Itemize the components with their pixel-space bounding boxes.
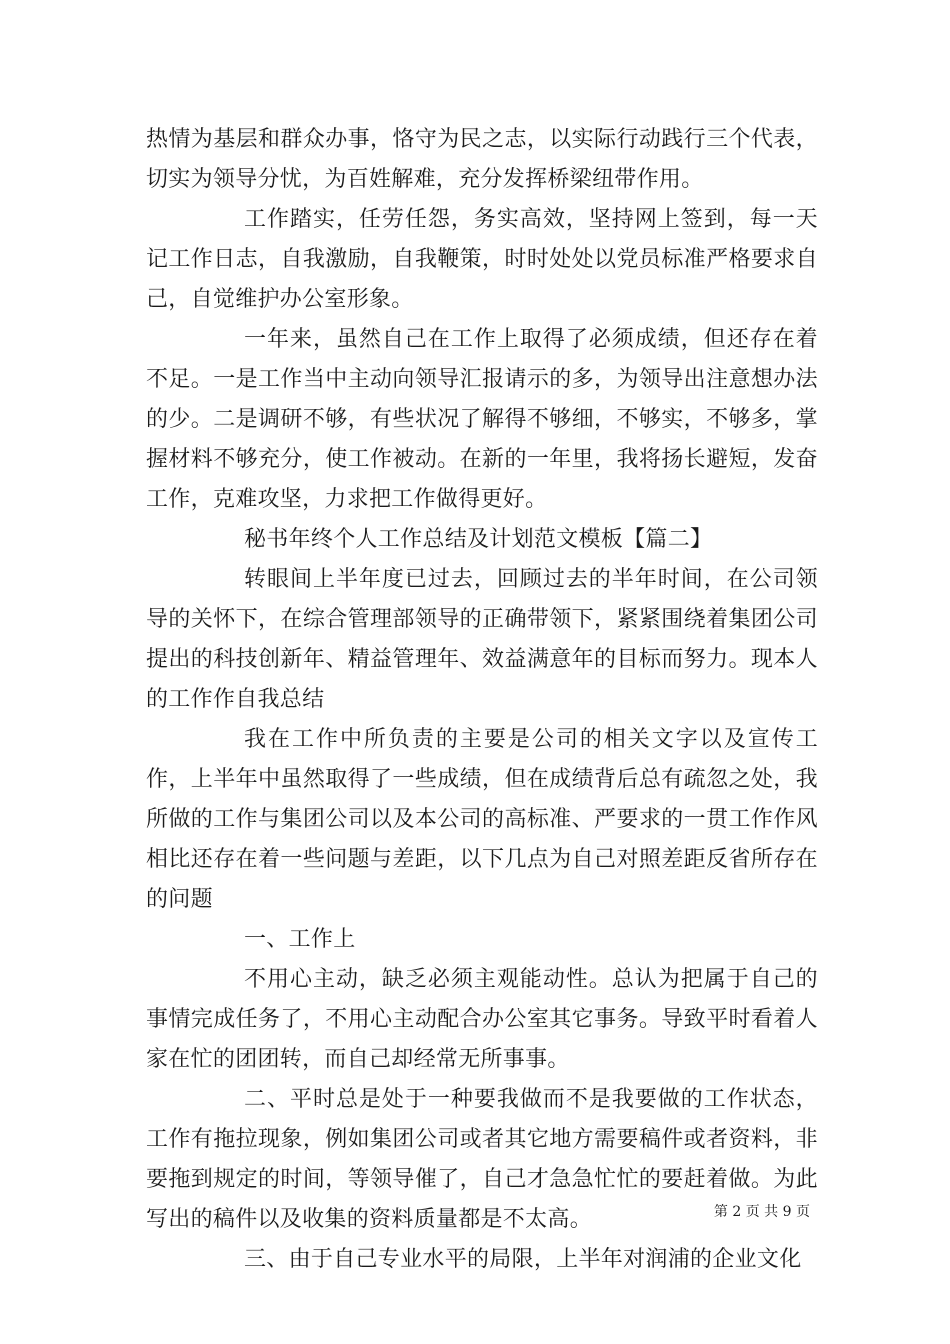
- paragraph-10: 三、由于自己专业水平的局限，上半年对润浦的企业文化: [244, 1247, 802, 1272]
- paragraph-2: 工作踏实，任劳任怨，务实高效，坚持网上签到，每一天记工作日志，自我激励，自我鞭策，时时处处以党员标准严格要求自己，自觉维护办公室形象。: [146, 207, 818, 312]
- paragraph-5: 转眼间上半年度已过去，回顾过去的半年时间，在公司领导的关怀下，在综合管理部领导的正确带领下，紧紧围绕着集团公司提出的科技创新年、精益管理年、效益满意年的目标而努力。现本人的工作作自我总结: [146, 567, 818, 712]
- paragraph-9: 二、平时总是处于一种要我做而不是我要做的工作状态，工作有拖拉现象，例如集团公司或者其它地方需要稿件或者资料，非要拖到规定的时间，等领导催了，自己才急急忙忙的要赶着做。为此写出的稿件以及收集的资料质量都是不太高。: [146, 1087, 818, 1232]
- page-number: 第 2 页 共 9 页: [713, 1204, 810, 1220]
- paragraph-8: 不用心主动，缺乏必须主观能动性。总认为把属于自己的事情完成任务了，不用心主动配合办公室其它事务。导致平时看着人家在忙的团团转，而自己却经常无所事事。: [146, 967, 818, 1072]
- paragraph-1: 热情为基层和群众办事，恪守为民之志，以实际行动践行三个代表，切实为领导分忧，为百姓解难，充分发挥桥梁纽带作用。: [146, 127, 818, 192]
- paragraph-6: 我在工作中所负责的主要是公司的相关文字以及宣传工作，上半年中虽然取得了一些成绩，但在成绩背后总有疏忽之处，我所做的工作与集团公司以及本公司的高标准、严要求的一贯工作作风相比还存在着一些问题与差距，以下几点为自己对照差距反省所存在的问题: [146, 727, 818, 912]
- document-body: [146, 120, 818, 1280]
- section-heading-part-two: 秘书年终个人工作总结及计划范文模板【篇二】: [244, 527, 713, 552]
- section-heading-work: 一、工作上: [244, 927, 356, 952]
- paragraph-3: 一年来，虽然自己在工作上取得了必须成绩，但还存在着不足。一是工作当中主动向领导汇报请示的多，为领导出注意想办法的少。二是调研不够，有些状况了解得不够细，不够实，不够多，掌握材料不够充分，使工作被动。在新的一年里，我将扬长避短，发奋工作，克难攻坚，力求把工作做得更好。: [146, 327, 818, 512]
